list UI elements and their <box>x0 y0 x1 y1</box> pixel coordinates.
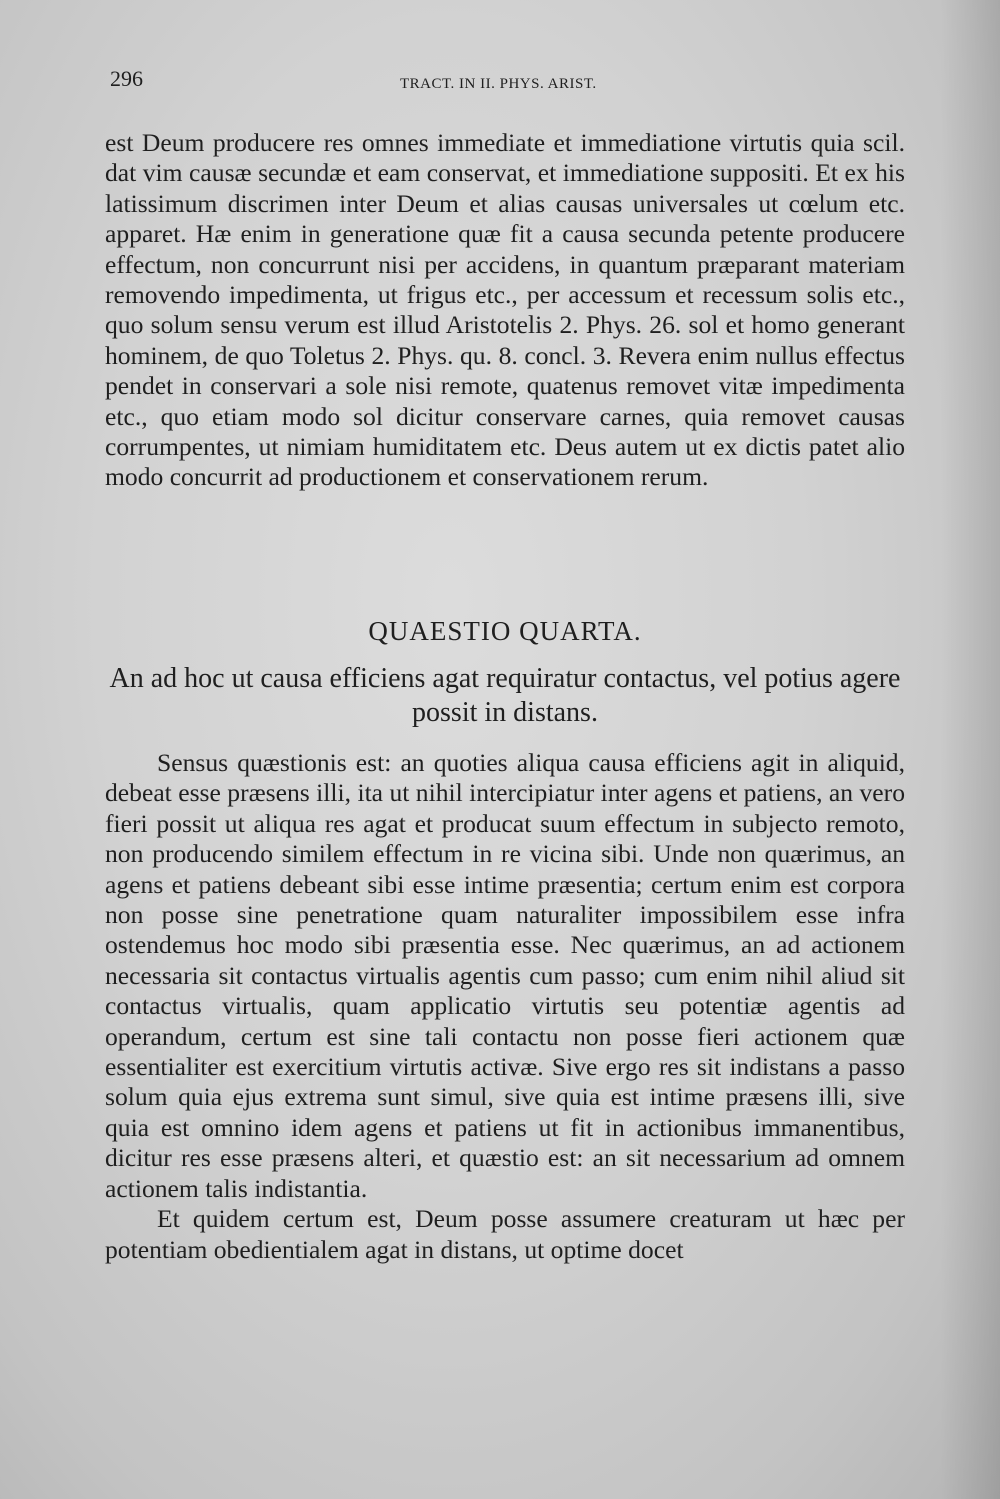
page-number: 296 <box>110 66 143 91</box>
body-paragraph: Sensus quæstionis est: an quoties aliqua causa efficiens agit in aliquid, debeat esse præsens illi, ita ut nihil intercipiatur inter agens et patiens, an vero fieri possit ut aliqua res agat et producat suum effectum in subjecto remoto, non producendo similem effectum in re vicina sibi. Unde non quærimus, an agens et patiens debeant sibi esse intime præsentia; certum enim est corpora non posse sine penetratione quam naturaliter impossibilem esse infra ostendemus hoc modo sibi præsentia esse. Nec quærimus, an ad actionem necessaria sit contactus virtualis agentis cum passo; cum enim nihil aliud sit contactus virtualis, quam applicatio virtutis seu potentiæ agentis ad operandum, certum est sine tali contactu non posse fieri actionem quæ essentialiter est exercitium virtutis activæ. Sive ergo res sit indistans a passo solum quia ejus extrema sunt simul, sive quia est intime præsens illi, sive quia est omnino idem agens et patiens ut fit in actionibus immanentibus, dicitur res esse præsens alteri, et quæstio est: an sit necessarium ad omnem actionem talis indistantia. <box>105 748 905 1203</box>
running-title: TRACT. IN II. PHYS. ARIST. <box>400 76 597 92</box>
body-paragraph: Et quidem certum est, Deum posse assumere creaturam ut hæc per potentiam obedientialem agat in distans, ut optime docet <box>105 1204 905 1264</box>
body-text-block <box>105 748 905 1265</box>
intro-text-block <box>105 128 905 493</box>
intro-paragraph: est Deum producere res omnes immediate et immediatione virtutis quia scil. dat vim causæ secundæ et eam conservat, et immediatione suppositi. Et ex his latissimum discrimen inter Deum et alias causas universales ut cœlum etc. apparet. Hæ enim in generatione quæ fit a causa secunda petente producere effectum, non concurrunt nisi per accidens, in quantum præparant materiam removendo impedimenta, ut frigus etc., per accessum et recessum solis etc., quo solum sensu verum est illud Aristotelis 2. Phys. 26. sol et homo generant hominem, de quo Toletus 2. Phys. qu. 8. concl. 3. Revera enim nullus effectus pendet in conservari a sole nisi remote, quatenus removet vitæ impedimenta etc., quo etiam modo sol dicitur conservare carnes, quia removet causas corrumpentes, ut nimiam humiditatem etc. Deus autem ut ex dictis patet alio modo concurrit ad productionem et conservationem rerum. <box>105 128 905 492</box>
page-header <box>110 66 900 96</box>
question-subtitle: An ad hoc ut causa efficiens agat requiratur contactus, vel potius agere possit in distans. <box>109 663 901 728</box>
question-heading: QUAESTIO QUARTA. <box>368 616 642 646</box>
